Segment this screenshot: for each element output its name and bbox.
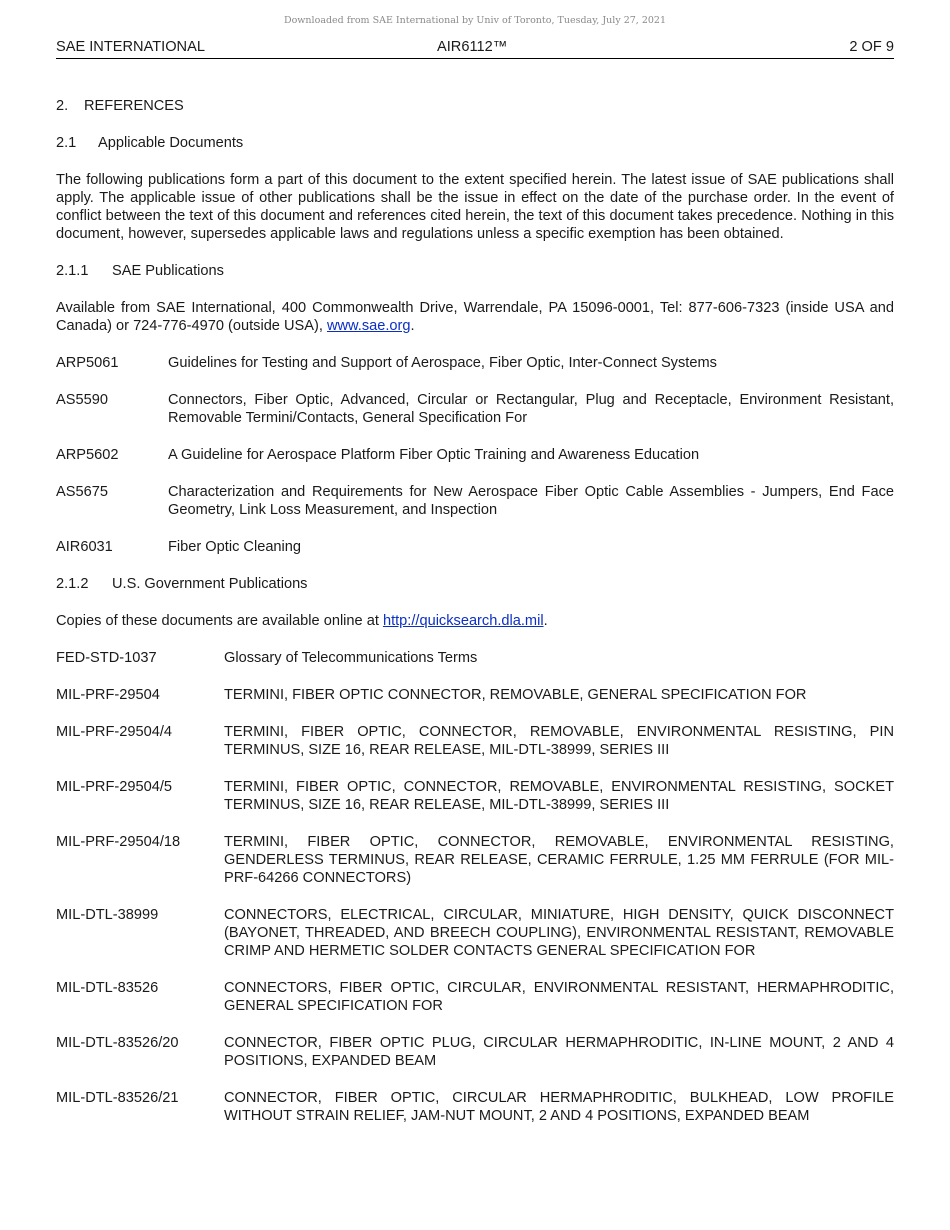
reference-item (56, 906, 894, 960)
reference-title: Guidelines for Testing and Support of Aerospace, Fiber Optic, Inter-Connect Systems (168, 355, 717, 371)
reference-title: Fiber Optic Cleaning (168, 539, 302, 555)
reference-item (56, 354, 894, 372)
reference-code: MIL-DTL-83526/21 (56, 1090, 179, 1106)
gov-publications-heading (56, 575, 894, 593)
reference-title: CONNECTORS, FIBER OPTIC, CIRCULAR, ENVIRONMENTAL RESISTANT, HERMAPHRODITIC, GENERAL SPECIFICATION FOR (224, 980, 894, 1014)
intro-paragraph: The following publications form a part of this document to the extent specified herein. The latest issue of SAE publications shall apply. The applicable issue of other publications shall be the issue in effect on the date of the purchase order. In the event of conflict between the text of this document and references cited herein, the text of this document takes precedence. Nothing in this document, however, supersedes applicable laws and regulations unless a specific exemption has been obtained. (56, 172, 894, 242)
reference-item (56, 1089, 894, 1125)
reference-item (56, 483, 894, 519)
reference-code: AS5590 (56, 392, 108, 408)
header-document-id: AIR6112™ (437, 39, 508, 55)
reference-code: MIL-DTL-83526/20 (56, 1035, 179, 1051)
sae-website-link[interactable]: www.sae.org (326, 318, 411, 334)
reference-title: TERMINI, FIBER OPTIC, CONNECTOR, REMOVABLE, ENVIRONMENTAL RESISTING, GENDERLESS TERMINUS, REAR RELEASE, CERAMIC FERRULE, 1.25 MM FERRULE (FOR MIL-PRF-64266 CONNECTORS) (224, 834, 894, 886)
reference-title: Characterization and Requirements for New Aerospace Fiber Optic Cable Assemblies - Jumpers, End Face Geometry, Link Loss Measurement, and Inspection (168, 484, 894, 518)
reference-code: ARP5602 (56, 447, 119, 463)
reference-title: CONNECTOR, FIBER OPTIC, CIRCULAR HERMAPHRODITIC, BULKHEAD, LOW PROFILE WITHOUT STRAIN RELIEF, JAM-NUT MOUNT, 2 AND 4 POSITIONS, EXPANDED BEAM (224, 1090, 894, 1124)
reference-title: TERMINI, FIBER OPTIC CONNECTOR, REMOVABLE, GENERAL SPECIFICATION FOR (224, 687, 807, 703)
reference-item (56, 446, 894, 464)
reference-title: Glossary of Telecommunications Terms (224, 650, 478, 666)
sae-publications-heading (56, 262, 894, 280)
header-page-number: 2 OF 9 (849, 39, 894, 55)
reference-code: MIL-PRF-29504/5 (56, 779, 172, 795)
reference-code: AS5675 (56, 484, 108, 500)
document-body (56, 97, 894, 1125)
reference-code: ARP5061 (56, 355, 119, 371)
reference-item (56, 391, 894, 427)
reference-title: A Guideline for Aerospace Platform Fiber Optic Training and Awareness Education (168, 447, 700, 463)
reference-item (56, 1034, 894, 1070)
reference-title: TERMINI, FIBER OPTIC, CONNECTOR, REMOVABLE, ENVIRONMENTAL RESISTING, SOCKET TERMINUS, SIZE 16, REAR RELEASE, MIL-DTL-38999, SERIES III (224, 779, 894, 813)
reference-code: MIL-PRF-29504/18 (56, 834, 181, 850)
sae-availability-end: . (410, 318, 415, 334)
reference-item (56, 979, 894, 1015)
reference-title: TERMINI, FIBER OPTIC, CONNECTOR, REMOVABLE, ENVIRONMENTAL RESISTING, PIN TERMINUS, SIZE 16, REAR RELEASE, MIL-DTL-38999, SERIES III (224, 724, 894, 758)
reference-code: FED-STD-1037 (56, 650, 157, 666)
reference-item (56, 686, 894, 704)
gov-availability (56, 612, 894, 630)
reference-item (56, 833, 894, 887)
header-organization: SAE INTERNATIONAL (56, 39, 205, 55)
section-number: 2. (56, 98, 69, 114)
sae-section-title: SAE Publications (112, 263, 224, 279)
gov-section-title: U.S. Government Publications (112, 576, 308, 592)
sae-reference-list (56, 354, 894, 556)
reference-code: MIL-PRF-29504/4 (56, 724, 172, 740)
reference-item (56, 649, 894, 667)
dla-quicksearch-link[interactable]: http://quicksearch.dla.mil (382, 613, 544, 629)
gov-reference-list (56, 649, 894, 1125)
reference-code: MIL-DTL-38999 (56, 907, 159, 923)
subsection-number: 2.1 (56, 135, 77, 151)
gov-section-number: 2.1.2 (56, 576, 89, 592)
reference-title: CONNECTOR, FIBER OPTIC PLUG, CIRCULAR HERMAPHRODITIC, IN-LINE MOUNT, 2 AND 4 POSITIONS, EXPANDED BEAM (224, 1035, 894, 1069)
gov-availability-text: Copies of these documents are available online at (56, 613, 383, 629)
reference-title: Connectors, Fiber Optic, Advanced, Circular or Rectangular, Plug and Receptacle, Environment Resistant, Removable Termini/Contacts, General Specification For (168, 392, 894, 426)
page-header (56, 38, 894, 59)
reference-code: MIL-DTL-83526 (56, 980, 159, 996)
subsection-title: Applicable Documents (98, 135, 244, 151)
reference-title: CONNECTORS, ELECTRICAL, CIRCULAR, MINIATURE, HIGH DENSITY, QUICK DISCONNECT (BAYONET, THREADED, AND BREECH COUPLING), ENVIRONMENTAL RESISTANT, REMOVABLE CRIMP AND HERMETIC SOLDER CONTACTS GENERAL SPECIFICATION FOR (224, 907, 894, 959)
subsection-heading (56, 134, 894, 152)
reference-code: AIR6031 (56, 539, 113, 555)
reference-item (56, 778, 894, 814)
reference-code: MIL-PRF-29504 (56, 687, 160, 703)
sae-section-number: 2.1.1 (56, 263, 89, 279)
download-watermark: Downloaded from SAE International by Univ of Toronto, Tuesday, July 27, 2021 (283, 15, 667, 26)
section-heading (56, 97, 894, 115)
section-title: REFERENCES (84, 98, 184, 114)
reference-item (56, 538, 894, 556)
sae-availability (56, 299, 894, 335)
sae-availability-text: Available from SAE International, 400 Commonwealth Drive, Warrendale, PA 15096-0001, Tel: 877-606-7323 (inside USA and Canada) or 724-776-4970 (outside USA), (56, 300, 894, 334)
reference-item (56, 723, 894, 759)
gov-availability-end: . (543, 613, 548, 629)
